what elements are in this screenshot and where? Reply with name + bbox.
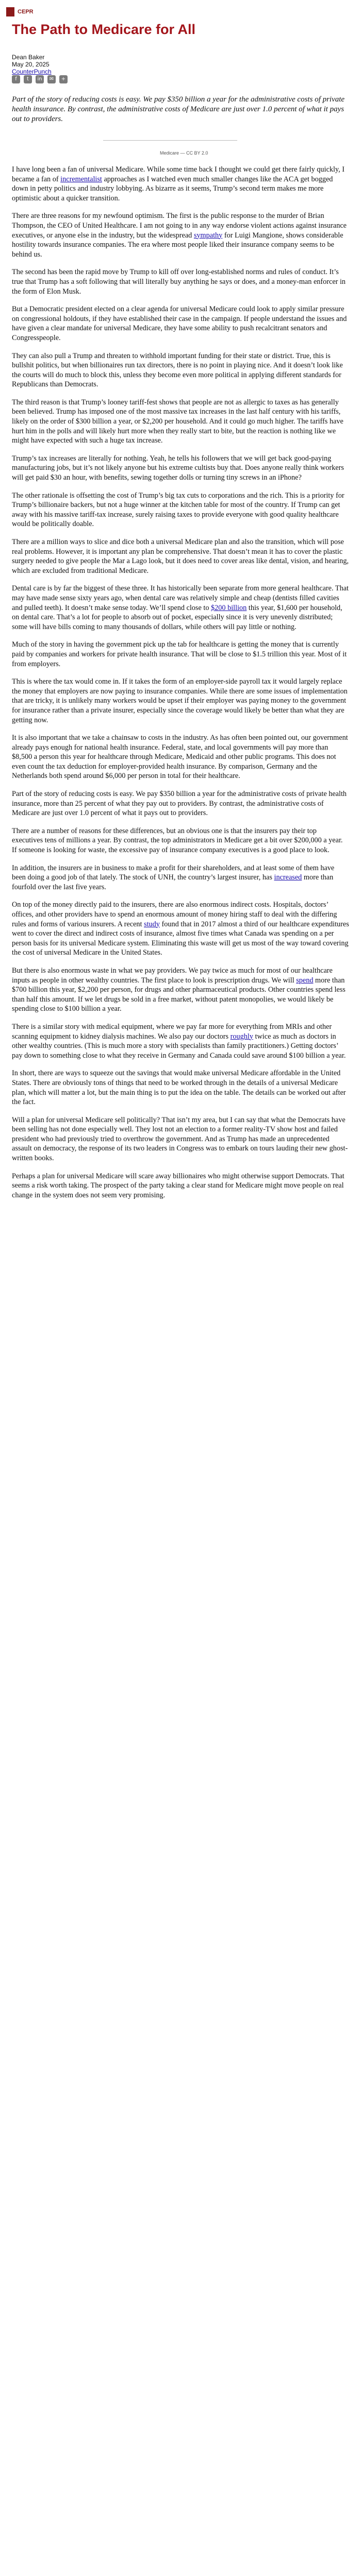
share-bar: [12, 75, 68, 83]
byline: [12, 54, 52, 75]
figure-rule: [103, 140, 237, 141]
paragraph-text: more than $700 billion this year, $2,200 per person, for drugs and other pharmaceutical products. Other countries spend less than half this amount. If we let drugs be sold in a free market, without patent monopolies, we would likely be spending close to $100 billion a year.: [12, 976, 346, 1013]
paragraph-text: Part of the story of reducing costs is easy. We pay $350 billion a year for the administrative costs of private health insurance, more than 25 percent of what they pay out to providers. By contrast, the administrative costs of Medicare are just over 1.0 percent of what it pays out to providers.: [12, 790, 347, 818]
paragraph-text: In short, there are ways to squeeze out the savings that would make universal Medicare affordable in the United States. There are obviously tons of things that need to be worked through in the details of a universal Medicare plan, which will matter a lot, but the main thing is to put the idea on the table. The details can be worked out after the fact.: [12, 1069, 346, 1107]
paragraph: [12, 491, 349, 529]
source-link[interactable]: CounterPunch: [12, 68, 52, 75]
paragraph-text: Much of the story in having the government pick up the tab for healthcare is getting the money that is currently paid by companies and workers for private health insurance. That will be close to $1.5 trillion this year. Most of it from employers.: [12, 640, 347, 668]
paragraph: [12, 304, 349, 343]
paragraph: [12, 398, 349, 446]
paragraph-text: Trump’s tax increases are literally for nothing. Yeah, he tells his followers that we will get back good-paying manufacturing jobs, but it’s not likely anyone but his extreme cultists buy that. Does anyone really think workers will get paid $30 an hour, with benefits, sewing together dolls or turning tiny screws in an iPhone?: [12, 454, 344, 482]
paragraph-text: It is also important that we take a chainsaw to costs in the industry. As has often been pointed out, our government already pays enough for national health insurance. Federal, state, and local governments will pay more than $8,500 a person this year for healthcare through Medicare, Medicaid and other public programs. This does not even count the tax deduction for employer-provided health insurance. By comparison, Germany and the Netherlands both spend around $6,000 per person in total for their healthcare.: [12, 734, 348, 781]
paragraph-text: This is where the tax would come in. If it takes the form of an employer-side payroll tax it would largely replace the money that employers are now paying to insurance companies. While there are some issues of implementation that are tricky, it is unlikely many workers would be upset if their employer was paying money to the government for insurance rather than a private insurer, especially since the coverage would likely be better than what they are getting now.: [12, 677, 348, 724]
paragraph-text: Dental care is by far the biggest of these three. It has historically been separate from more general healthcare. That may have made sense sixty years ago, when dental care was relatively simple and cheap (dentists filled cavities and pulled teeth). It doesn’t make sense today. We’ll spend close to: [12, 584, 349, 612]
paragraph: [12, 966, 349, 1014]
paragraph-text: There are three reasons for my newfound optimism. The first is the public response to the murder of Brian Thompson, the CEO of United Healthcare. I am not going to in any way endorse violent actions against insurance executives, or anyone else in the industry, but the widespread: [12, 212, 347, 240]
paragraph: [12, 1022, 349, 1060]
inline-link[interactable]: spend: [296, 976, 314, 985]
inline-link[interactable]: roughly: [230, 1032, 253, 1041]
paragraph-text: Will a plan for universal Medicare sell politically? That isn’t my area, but I can say that what the Democrats have been selling has not done especially well. They lost not an election to a former reality-TV show host and failed president who had previously tried to overthrow the government. And as Trump has made an unprecedented assault on democracy, the response of its two leaders in Congress was to embark on tours lauding their new ghost-written books.: [12, 1115, 348, 1163]
logo-mark-icon: [6, 7, 14, 16]
paragraph: [12, 584, 349, 632]
paragraph-text: They can also pull a Trump and threaten to withhold important funding for their state or district. True, this is bullshit politics, but when billionaires run tax directors, there is no point in playing nice. And it doesn’t look like the courts will do much to block this, unless they become even more political in applying different standards for Republicans than Democrats.: [12, 351, 343, 389]
paragraph-text: The other rationale is offsetting the cost of Trump’s big tax cuts to corporations and the rich. This is a priority for Trump’s billionaire backers, but not a huge winner at the kitchen table for most of the country. If Trump can get away with his massive tariff-tax increase, surely raising taxes to provide everyone with good quality healthcare would be politically doable.: [12, 491, 344, 529]
inline-link[interactable]: incrementalist: [60, 175, 102, 183]
paragraph-text: In addition, the insurers are in business to make a profit for their shareholders, and at least some of them have been doing a good job of that lately. The stock of UNH, the country’s largest insurer, has: [12, 863, 335, 882]
inline-link[interactable]: study: [144, 920, 160, 928]
site-logo[interactable]: [6, 5, 34, 19]
paragraph-text: I have long been a fan of universal Medicare. While some time back I thought we could get there fairly quickly, I became a fan of: [12, 165, 344, 183]
paragraph-text: The second has been the rapid move by Trump to kill off over long-established norms and rules of conduct. It’s true that Trump has a soft following that will literally buy anything he says or does, and a money-man enforcer in the form of Elon Musk.: [12, 268, 346, 296]
email-share-icon[interactable]: ✉: [47, 75, 56, 83]
paragraph: [12, 640, 349, 669]
paragraph: [12, 789, 349, 818]
paragraph: [12, 863, 349, 892]
paragraph-text: But a Democratic president elected on a clear agenda for universal Medicare could look to apply similar pressure on congressional holdouts, if they have established their case in the campaign. If people understand the issues and have given a clear mandate for universal Medicare, they have some ability to push recalcitrant senators and Congresspeople.: [12, 305, 347, 342]
article-lede: Part of the story of reducing costs is easy. We pay $350 billion a year for the administrative costs of private health insurance. By contrast, the administrative costs of Medicare are just over 1.0 percent of what it pays out to providers.: [12, 95, 345, 123]
paragraph-text: this year, $1,600 per household, on dental care. That’s a lot for people to absorb out of pocket, especially since it is very unevenly distributed; some will have bills coming to many thousands of dollars, while others will pay little or nothing.: [12, 603, 342, 631]
article-body: [12, 165, 349, 1208]
paragraph: [12, 537, 349, 575]
author-name: Dean Baker: [12, 54, 45, 61]
paragraph-text: found that in 2017 almost a third of our healthcare expenditures went to cover the direct and indirect costs of insurance, almost five times what Canada was spending on a per person basis for its universal Medicare system. Eliminating this waste will get us most of the way toward covering the cost of universal Medicare in the United States.: [12, 920, 349, 957]
paragraph: [12, 1172, 349, 1200]
paragraph: [12, 267, 349, 296]
paragraph-text: more than fourfold over the last five years.: [12, 873, 334, 891]
inline-link[interactable]: increased: [274, 873, 302, 882]
logo-text: CEPR: [18, 9, 34, 15]
figure-caption: Medicare — CC BY 2.0: [160, 150, 208, 156]
paragraph: [12, 677, 349, 725]
article-figure: [83, 130, 258, 163]
paragraph-text: for Luigi Mangione, shows considerable hostility towards insurance companies. The era where most people liked their insurance company seems to be behind us.: [12, 231, 343, 259]
twitter-share-icon[interactable]: t: [24, 75, 32, 83]
paragraph-text: The third reason is that Trump’s looney tariff-fest shows that people are not as allergic to taxes as has generally been believed. Trump has imposed one of the most massive tax increases in the last half century with his tariffs, likely on the order of $300 billion a year, or $2,200 per household. And it could go much higher. The tariffs have hurt him in the polls and will likely hurt more when they really start to bite, but the reaction is nothing like we might have expected with such a huge tax increase.: [12, 398, 343, 445]
paragraph: [12, 351, 349, 389]
paragraph-text: But there is also enormous waste in what we pay providers. We pay twice as much for most of our healthcare inputs as people in other wealthy countries. The first place to look is prescription drugs. We will: [12, 966, 333, 985]
paragraph-text: approaches as I watched even much smaller changes like the ACA get bogged down in petty politics and industry lobbying. As bizarre as it seems, Trump’s second term makes me more optimistic about a quicker transition.: [12, 175, 333, 202]
paragraph: [12, 211, 349, 259]
inline-link[interactable]: $200 billion: [211, 603, 247, 612]
paragraph-text: There are a number of reasons for these differences, but an obvious one is that the insurers pay their top executives tens of millions a year. By contrast, the top administrators in Medicare get a bit over $200,000 a year. If someone is looking for waste, the excessive pay of insurance company executives is a good place to look.: [12, 826, 343, 855]
paragraph: [12, 733, 349, 781]
facebook-share-icon[interactable]: f: [12, 75, 20, 83]
paragraph: [12, 1069, 349, 1107]
paragraph: [12, 826, 349, 855]
inline-link[interactable]: sympathy: [193, 231, 223, 240]
more-share-icon[interactable]: +: [59, 75, 68, 83]
paragraph-text: twice as much as doctors in other wealthy countries. (This is much more a story with specialists than family practitioners.) Getting doctors’ pay down to something close to what they receive in Germany and Canada could save around $100 billion a year.: [12, 1032, 346, 1060]
paragraph: [12, 454, 349, 483]
article-title: The Path to Medicare for All: [12, 22, 196, 37]
paragraph-text: There are a million ways to slice and dice both a universal Medicare plan and also the transition, which will pose real problems. However, it is important any plan be comprehensive. That doesn’t mean it has to cover the plastic surgery needed to give people the Mar a Lago look, but it does need to cover areas like dental, vision, and hearing, which are excluded from traditional Medicare.: [12, 538, 349, 575]
paragraph-text: On top of the money directly paid to the insurers, there are also enormous indirect costs. Hospitals, doctors’ offices, and other providers have to spend an enormous amount of money hiring staff to deal with the differing rules and forms of various insurers. A recent: [12, 901, 337, 928]
paragraph-text: Perhaps a plan for universal Medicare will scare away billionaires who might otherwise support Democrats. That seems a risk worth taking. The prospect of the party taking a clear stand for Medicare might move people on real change in the system does not seem very promising.: [12, 1172, 344, 1199]
paragraph: [12, 1115, 349, 1163]
paragraph: [12, 165, 349, 203]
paragraph: [12, 900, 349, 958]
paragraph-text: There is a similar story with medical equipment, where we pay far more for everything from MRIs and other scanning equipment to kidney dialysis machines. We also pay our doctors: [12, 1022, 332, 1041]
linkedin-share-icon[interactable]: in: [36, 75, 44, 83]
publish-date: May 20, 2025: [12, 61, 50, 68]
